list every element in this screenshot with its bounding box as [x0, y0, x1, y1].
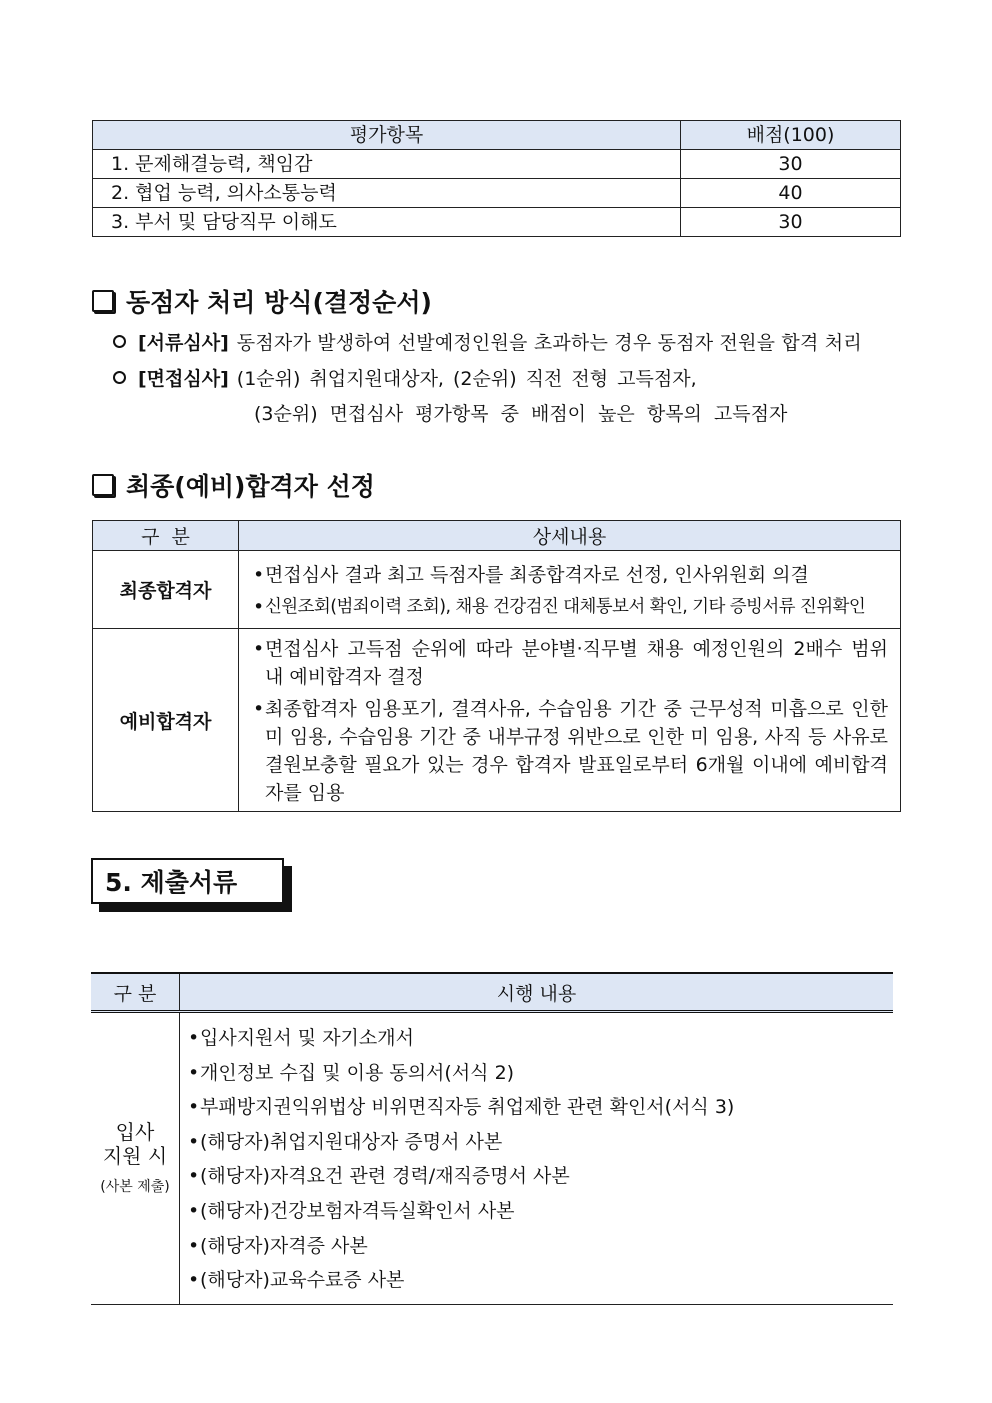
tie-item — [113, 364, 697, 391]
eval-item: 1. 문제해결능력, 책임감 — [93, 150, 681, 179]
bullet-dot-icon: • — [188, 1130, 200, 1153]
evaluation-table — [92, 120, 901, 237]
tie-text: (1순위) 취업지원대상자, (2순위) 직전 전형 고득점자, — [236, 368, 697, 390]
document-text: (해당자)취업지원대상자 증명서 사본 — [200, 1130, 503, 1153]
list-item — [188, 1021, 893, 1056]
tie-item-continued — [254, 399, 787, 426]
eval-score: 30 — [681, 150, 901, 179]
documents-list — [180, 1012, 894, 1305]
category-main: 입사 — [115, 1120, 155, 1145]
eval-item: 3. 부서 및 담당직무 이해도 — [93, 208, 681, 237]
detail-item — [253, 561, 888, 589]
header-details: 상세내용 — [239, 521, 901, 551]
document-text: 부패방지권익위법상 비위면직자등 취업제한 관련 확인서(서식 3) — [200, 1096, 735, 1119]
list-item — [188, 1263, 893, 1298]
table-row — [93, 179, 901, 208]
detail-item — [253, 695, 888, 807]
table-row — [93, 208, 901, 237]
list-item — [188, 1125, 893, 1160]
documents-table — [91, 972, 893, 1305]
bullet-dot-icon: • — [188, 1096, 200, 1119]
list-item — [188, 1194, 893, 1229]
tie-tag: [서류심사] — [138, 332, 229, 354]
detail-text: 신원조회(범죄이력 조회), 채용 건강검진 대체통보서 확인, 기타 증빙서류 진위확인 — [265, 596, 866, 617]
document-text: (해당자)자격요건 관련 경력/재직증명서 사본 — [200, 1165, 570, 1188]
header-contents: 시행 내용 — [180, 973, 894, 1012]
detail-text: 최종합격자 임용포기, 결격사유, 수습임용 기간 중 근무성적 미흡으로 인한 미 임용, 수습임용 기간 중 내부규정 위반으로 인한 미 임용, 사직 등 사유로 결원보충할 필요가 있는 경우 합격자 발표일로부터 6개월 이내에 예비합격자를 임용 — [265, 698, 888, 804]
header-item: 평가항목 — [93, 121, 681, 150]
documents-category — [91, 1012, 180, 1305]
final-title: 최종(예비)합격자 선정 — [126, 472, 375, 501]
section-5-title: 5. 제출서류 — [105, 868, 238, 897]
tie-item — [113, 328, 862, 355]
tie-tag: [면접심사] — [138, 368, 229, 390]
table-row — [91, 1012, 893, 1305]
tie-section-heading — [92, 283, 432, 319]
document-text: (해당자)건강보험자격득실확인서 사본 — [200, 1199, 515, 1222]
circle-bullet-icon — [113, 371, 126, 384]
final-selection-table — [92, 520, 901, 812]
table-row — [93, 150, 901, 179]
bullet-dot-icon: • — [188, 1027, 200, 1049]
table-row — [93, 551, 901, 629]
eval-score: 40 — [681, 179, 901, 208]
category-main: 지원 시 — [102, 1144, 168, 1169]
detail-text: 면접심사 고득점 순위에 따라 분야별·직무별 채용 예정인원의 2배수 범위 내 예비합격자 결정 — [265, 638, 888, 688]
document-text: 개인정보 수집 및 이용 동의서(서식 2) — [200, 1061, 515, 1084]
bullet-dot-icon: • — [253, 698, 265, 720]
detail-item — [253, 593, 888, 621]
bullet-dot-icon: • — [188, 1165, 200, 1188]
bullet-dot-icon: • — [253, 563, 265, 586]
table-row — [93, 629, 901, 812]
detail-item — [253, 635, 888, 691]
bullet-dot-icon: • — [253, 595, 265, 618]
bullet-dot-icon: • — [188, 1061, 200, 1084]
final-category: 예비합격자 — [93, 629, 239, 812]
list-item — [188, 1159, 893, 1194]
tie-title: 동점자 처리 방식(결정순서) — [126, 288, 432, 317]
bullet-dot-icon: • — [188, 1199, 200, 1222]
eval-item: 2. 협업 능력, 의사소통능력 — [93, 179, 681, 208]
detail-text: 면접심사 결과 최고 득점자를 최종합격자로 선정, 인사위원회 의결 — [265, 563, 809, 586]
circle-bullet-icon — [113, 335, 126, 348]
table-header-row — [93, 521, 901, 551]
checkbox-square-icon — [92, 474, 114, 496]
bullet-dot-icon: • — [188, 1269, 200, 1292]
checkbox-square-icon — [92, 290, 114, 312]
list-item — [188, 1090, 893, 1125]
list-item — [188, 1229, 893, 1264]
header-category: 구 분 — [93, 521, 239, 551]
document-text: (해당자)교육수료증 사본 — [200, 1269, 405, 1292]
list-item — [188, 1056, 893, 1091]
document-text: 입사지원서 및 자기소개서 — [200, 1027, 414, 1049]
final-details — [239, 551, 901, 629]
header-category: 구 분 — [91, 973, 180, 1012]
document-text: (해당자)자격증 사본 — [200, 1234, 368, 1257]
final-section-heading — [92, 467, 375, 503]
bullet-dot-icon: • — [253, 638, 265, 660]
tie-text: 동점자가 발생하여 선발예정인원을 초과하는 경우 동점자 전원을 합격 처리 — [236, 332, 862, 354]
tie-text-2: (3순위) 면접심사 평가항목 중 배점이 높은 항목의 고득점자 — [254, 403, 788, 425]
eval-score: 30 — [681, 208, 901, 237]
table-header-row — [91, 973, 893, 1012]
category-sub: (사본 제출) — [100, 1179, 170, 1196]
bullet-dot-icon: • — [188, 1234, 200, 1257]
header-score: 배점(100) — [681, 121, 901, 150]
final-details — [239, 629, 901, 812]
table-header-row — [93, 121, 901, 150]
section-5-title-box — [91, 858, 284, 904]
final-category: 최종합격자 — [93, 551, 239, 629]
